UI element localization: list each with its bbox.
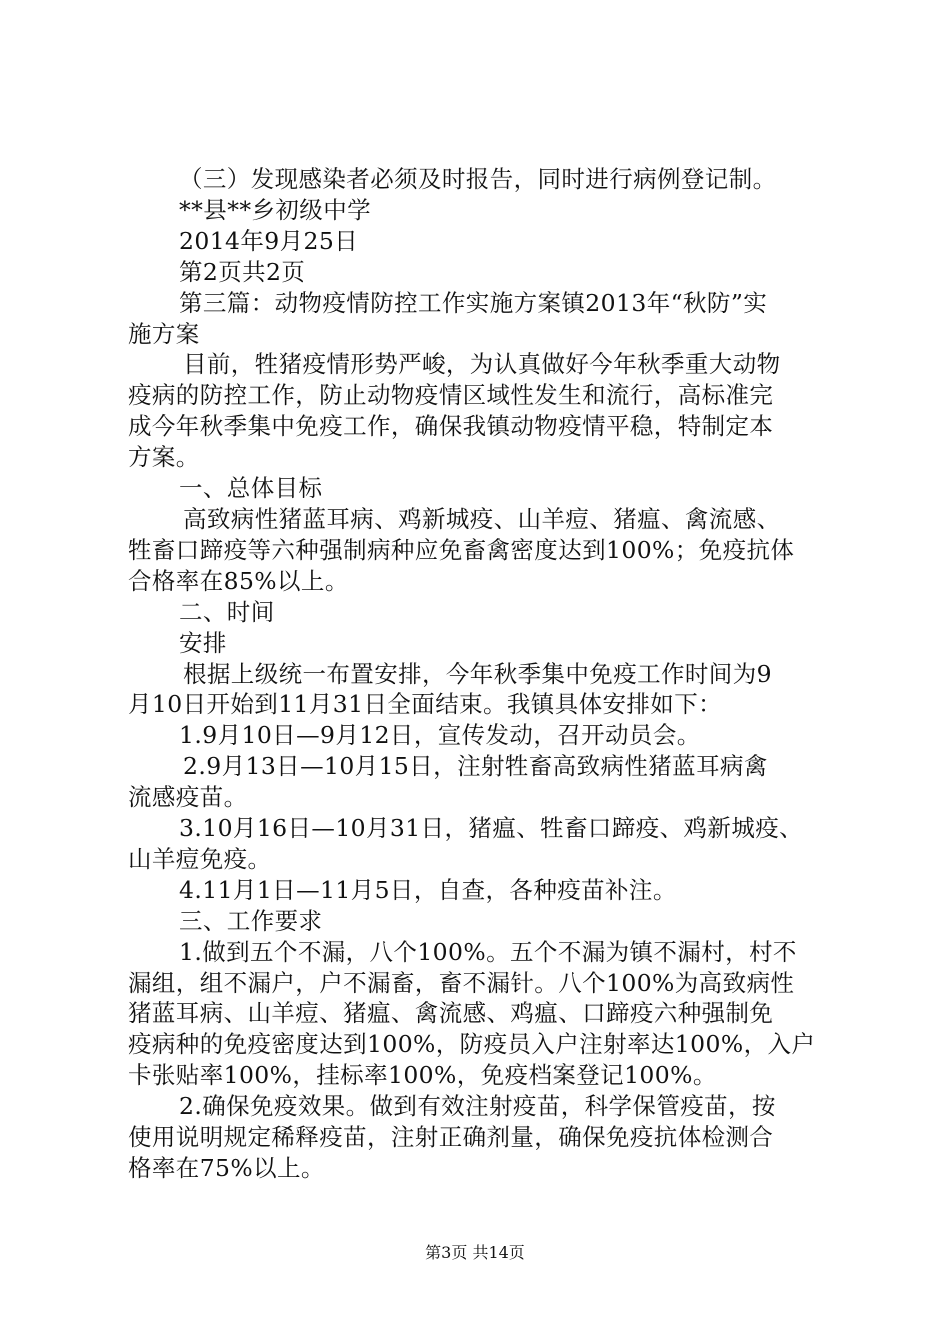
paragraph-line: 卡张贴率100%，挂标率100%，免疫档案登记100%。 — [128, 1061, 717, 1090]
list-item: 4.11月1日—11月5日，自查，各种疫苗补注。 — [179, 875, 677, 904]
paragraph-line: 使用说明规定稀释疫苗，注射正确剂量，确保免疫抗体检测合 — [128, 1123, 774, 1152]
paragraph-line: 1.做到五个不漏，八个100%。五个不漏为镇不漏村，村不 — [179, 937, 797, 966]
list-item: 2.9月13日—10月15日，注射牲畜高致病性猪蓝耳病禽 — [183, 752, 768, 781]
section-title: 施方案 — [128, 319, 200, 348]
page-marker: 第2页共2页 — [179, 257, 306, 286]
paragraph-line: 月10日开始到11月31日全面结束。我镇具体安排如下： — [128, 690, 723, 719]
list-item: 流感疫苗。 — [128, 783, 248, 812]
paragraph-line: 牲畜口蹄疫等六种强制病种应免畜禽密度达到100%；免疫抗体 — [128, 535, 795, 564]
paragraph-line: 疫病的防控工作，防止动物疫情区域性发生和流行，高标准完 — [128, 381, 774, 410]
list-item: 1.9月10日—9月12日，宣传发动，召开动员会。 — [179, 721, 701, 750]
document-body — [128, 164, 838, 1184]
paragraph-line: 猪蓝耳病、山羊痘、猪瘟、禽流感、鸡瘟、口蹄疫六种强制免 — [128, 999, 774, 1028]
paragraph-line: （三）发现感染者必须及时报告，同时进行病例登记制。 — [179, 165, 777, 193]
signature-school: **县**乡初级中学 — [179, 195, 371, 224]
page-footer: 第3页 共14页 — [425, 1243, 525, 1262]
section-title: 第三篇：动物疫情防控工作实施方案镇2013年“秋防”实 — [179, 288, 768, 317]
paragraph-line: 成今年秋季集中免疫工作，确保我镇动物疫情平稳，特制定本 — [128, 412, 774, 441]
paragraph-line: 高致病性猪蓝耳病、鸡新城疫、山羊痘、猪瘟、禽流感、 — [183, 504, 781, 533]
paragraph-line: 方案。 — [128, 443, 200, 472]
heading: 二、时间 — [179, 597, 275, 626]
list-item: 3.10月16日—10月31日，猪瘟、牲畜口蹄疫、鸡新城疫、 — [179, 814, 804, 843]
paragraph-line: 格率在75%以上。 — [128, 1154, 325, 1182]
paragraph-line: 疫病种的免疫密度达到100%，防疫员入户注射率达100%，入户 — [128, 1030, 816, 1059]
paragraph-line: 根据上级统一布置安排，今年秋季集中免疫工作时间为9 — [183, 659, 772, 688]
heading: 一、总体目标 — [179, 474, 323, 503]
heading: 安排 — [179, 628, 227, 657]
paragraph-line: 漏组，组不漏户，户不漏畜，畜不漏针。八个100%为高致病性 — [128, 968, 795, 997]
paragraph-line: 合格率在85%以上。 — [128, 566, 349, 595]
heading: 三、工作要求 — [179, 906, 323, 935]
paragraph-line: 2.确保免疫效果。做到有效注射疫苗，科学保管疫苗，按 — [179, 1092, 776, 1121]
list-item: 山羊痘免疫。 — [128, 844, 272, 873]
signature-date: 2014年9月25日 — [179, 226, 359, 255]
paragraph-line: 目前，牲猪疫情形势严峻，为认真做好今年秋季重大动物 — [183, 350, 781, 379]
